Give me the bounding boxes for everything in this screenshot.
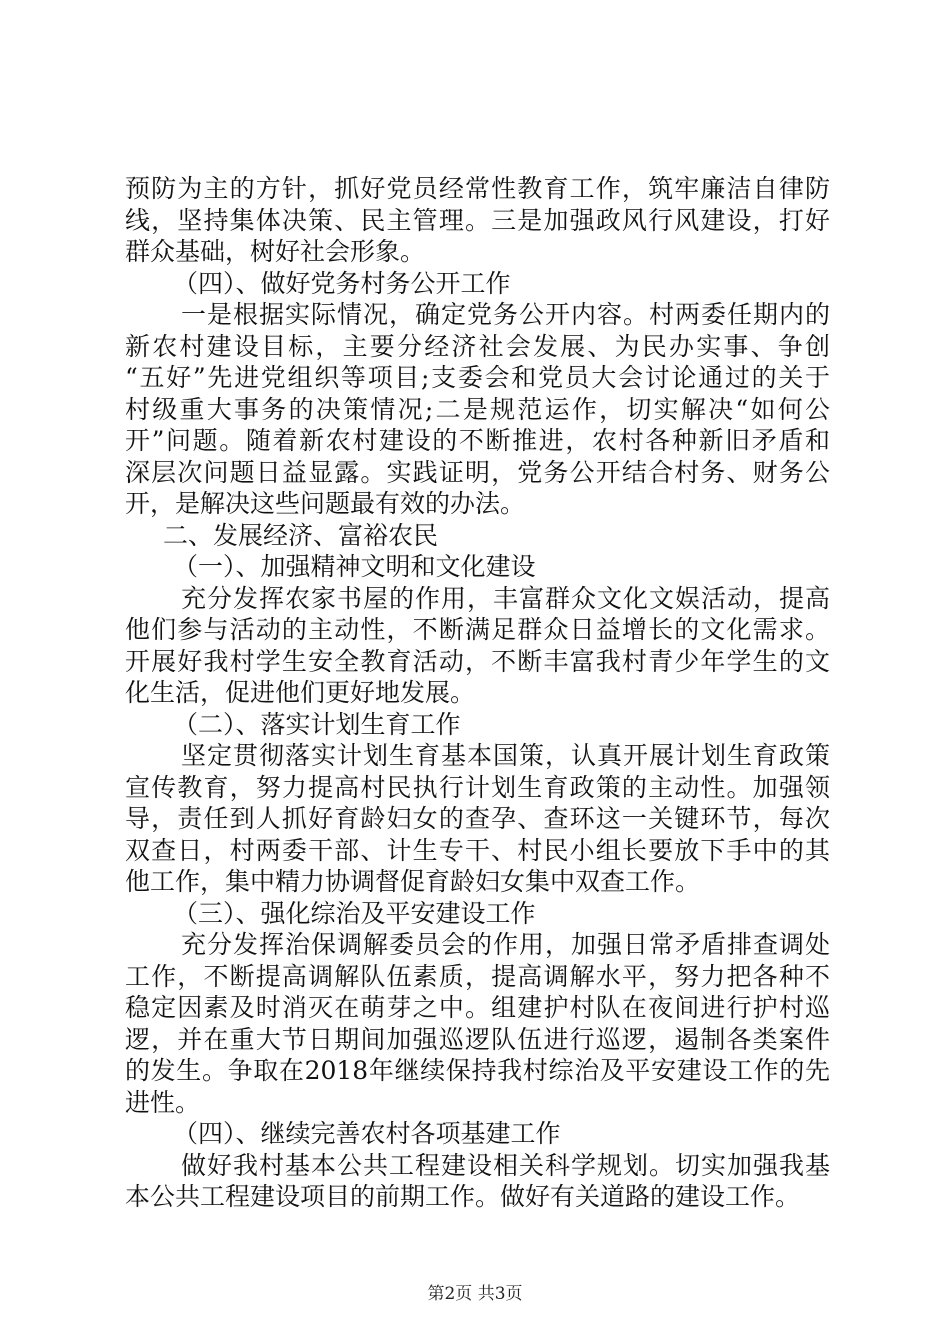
- text-line: 双查日，村两委干部、计生专干、村民小组长要放下手中的其: [125, 835, 830, 865]
- text-line: 预防为主的方针，抓好党员经常性教育工作，筑牢廉洁自律防: [125, 174, 830, 203]
- paragraph: [125, 740, 830, 898]
- text-line: 的发生。争取在2018年继续保持我村综治及平安建设工作的先: [125, 1056, 830, 1085]
- text-line: 开”问题。随着新农村建设的不断推进，农村各种新旧矛盾和: [125, 426, 830, 455]
- section-heading: [125, 1118, 830, 1150]
- text-line: 他工作，集中精力协调督促育龄妇女集中双查工作。: [125, 867, 701, 896]
- text-line: 本公共工程建设项目的前期工作。做好有关道路的建设工作。: [125, 1182, 801, 1211]
- text-line: 宣传教育，努力提高村民执行计划生育政策的主动性。加强领: [125, 772, 830, 802]
- text-line: 化生活，促进他们更好地发展。: [125, 678, 476, 707]
- section-heading: [125, 268, 830, 300]
- paragraph: [125, 299, 830, 520]
- text-line: 深层次问题日益显露。实践证明，党务公开结合村务、财务公: [125, 457, 830, 487]
- document-body: [125, 173, 830, 1213]
- section-heading: [125, 709, 830, 741]
- text-line: “五好”先进党组织等项目;支委会和党员大会讨论通过的关于: [125, 363, 830, 392]
- text-line: 逻，并在重大节日期间加强巡逻队伍进行巡逻，遏制各类案件: [125, 1024, 830, 1054]
- section-heading: [125, 520, 830, 552]
- section-heading: [125, 898, 830, 930]
- text-line: 他们参与活动的主动性，不断满足群众日益增长的文化需求。: [125, 615, 830, 644]
- text-line: （四）、继续完善农村各项基建工作: [173, 1119, 561, 1148]
- paragraph: [125, 173, 830, 268]
- paragraph: [125, 583, 830, 709]
- text-line: 稳定因素及时消灭在萌芽之中。组建护村队在夜间进行护村巡: [125, 993, 830, 1022]
- text-line: 一是根据实际情况，确定党务公开内容。村两委任期内的: [181, 300, 830, 329]
- text-line: （三）、强化综治及平安建设工作: [173, 898, 536, 928]
- paragraph: [125, 929, 830, 1118]
- text-line: 做好我村基本公共工程建设相关科学规划。切实加强我基: [181, 1150, 830, 1180]
- text-line: 充分发挥农家书屋的作用，丰富群众文化文娱活动，提高: [181, 583, 830, 613]
- text-line: 线，坚持集体决策、民主管理。三是加强政风行风建设，打好: [125, 205, 830, 235]
- text-line: 新农村建设目标，主要分经济社会发展、为民办实事、争创: [125, 331, 830, 361]
- text-line: （二）、落实计划生育工作: [173, 709, 461, 739]
- text-line: 坚定贯彻落实计划生育基本国策，认真开展计划生育政策: [181, 741, 830, 770]
- text-line: 群众基础，树好社会形象。: [125, 237, 426, 266]
- page-footer: 第2页 共3页: [427, 1284, 523, 1304]
- section-heading: [125, 551, 830, 583]
- text-line: 二、发展经济、富裕农民: [163, 520, 439, 550]
- paragraph: [125, 1150, 830, 1213]
- text-line: 进性。: [125, 1087, 201, 1117]
- text-line: 充分发挥治保调解委员会的作用，加强日常矛盾排查调处: [181, 930, 830, 959]
- text-line: （一）、加强精神文明和文化建设: [173, 552, 536, 581]
- text-line: （四）、做好党务村务公开工作: [173, 268, 511, 298]
- text-line: 村级重大事务的决策情况;二是规范运作，切实解决“如何公: [125, 394, 830, 424]
- text-line: 开，是解决这些问题最有效的办法。: [125, 489, 526, 518]
- text-line: 导，责任到人抓好育龄妇女的查孕、查环这一关键环节，每次: [125, 804, 830, 833]
- text-line: 工作，不断提高调解队伍素质，提高调解水平，努力把各种不: [125, 961, 830, 991]
- text-line: 开展好我村学生安全教育活动，不断丰富我村青少年学生的文: [125, 646, 830, 676]
